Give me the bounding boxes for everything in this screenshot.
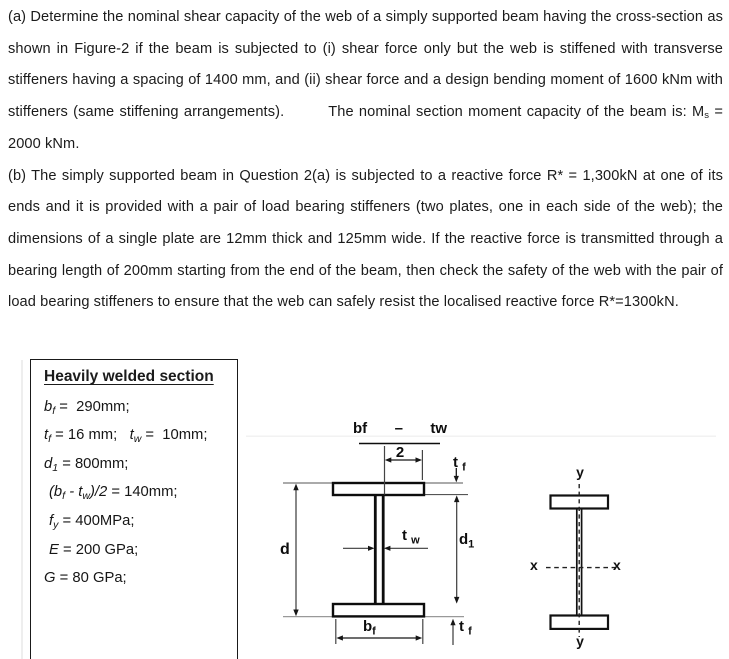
top-flange xyxy=(333,483,424,495)
arrowhead xyxy=(454,476,459,483)
tw-label: t $_w$ xyxy=(402,527,420,547)
x-axis-right-label: x xyxy=(613,557,621,573)
properties-box xyxy=(30,359,238,659)
properties-box-title: Heavily welded section xyxy=(44,368,214,385)
fraction-denominator-label: 2 xyxy=(395,444,405,461)
arrowhead xyxy=(384,546,391,551)
property-e-modulus: E = 200 GPa; xyxy=(49,541,139,558)
property-tf-tw: $t_f = 16$ mm; $t_w = 10mm$; xyxy=(44,427,208,446)
property-half-flange: $(b_f - t_w)/2 = 140mm$; xyxy=(49,484,178,503)
bf-label: $b_f$ xyxy=(363,618,376,638)
bf-symbol: bf xyxy=(353,420,368,437)
minus-sign: – xyxy=(394,420,403,437)
y-axis-bottom-label: y xyxy=(576,633,584,649)
arrowhead xyxy=(293,484,298,491)
tw-symbol: tw xyxy=(430,420,447,437)
property-fy: $f_y = 400MPa$; xyxy=(49,512,135,531)
paragraph-a-moment-sentence: The nominal section moment capacity of the beam is: xyxy=(328,104,692,121)
property-bf: $b_f = 290mm$; xyxy=(44,398,130,417)
ms-subscript: s xyxy=(704,110,710,122)
property-d1: $d_1 = 800mm$; xyxy=(44,455,129,474)
y-axis-top-label: y xyxy=(576,464,584,480)
beam-cross-section-diagram xyxy=(283,444,468,646)
arrowhead xyxy=(454,495,459,502)
ms-value: = 2000 kNm. xyxy=(8,104,723,152)
ms-symbol: M xyxy=(692,104,705,121)
fraction-numerator-label xyxy=(353,420,447,437)
arrowhead xyxy=(336,635,343,640)
property-g-modulus: G = 80 GPa; xyxy=(44,570,127,587)
paragraph-b: (b) The simply supported beam in Question 2(a) is subjected to a reactive force R* = 1,300kN at one of its ends and it is provided with a pair of load bearing stiffeners (two plates, one in each side of the web); the dimensions of a single plate are 12mm thick and 125mm wide. If the reactive force is transmitted through a bearing length of 200mm starting from the end of the beam, then check the safety of the web with the pair of load bearing stiffeners to ensure that the web can safely resist the localised reactive force R*=1300kN. xyxy=(8,167,723,311)
x-axis-left-label: x xyxy=(530,557,538,573)
arrowhead xyxy=(450,619,455,626)
tf-bottom-label: t $_f$ xyxy=(459,618,472,638)
arrowhead xyxy=(293,610,298,617)
d1-label: $d_1$ xyxy=(459,531,475,551)
paragraph-a-body: (a) Determine the nominal shear capacity of the web of a simply supported beam having the cross-section as shown in Figure-2 if the beam is subjected to (i) shear force only but the web is stiffened with transverse stiffeners having a spacing of 1400 mm, and (ii) shear force and a design bending moment of 1600 kNm with stiffeners (same stiffening arrangements). xyxy=(8,9,723,121)
arrowhead xyxy=(368,546,375,551)
d-label: d xyxy=(280,541,290,558)
arrowhead xyxy=(416,635,423,640)
bottom-flange xyxy=(333,604,424,616)
axes-diagram xyxy=(546,484,616,637)
arrowhead xyxy=(454,597,459,604)
tf-top-label: t $_f$ xyxy=(453,454,466,474)
